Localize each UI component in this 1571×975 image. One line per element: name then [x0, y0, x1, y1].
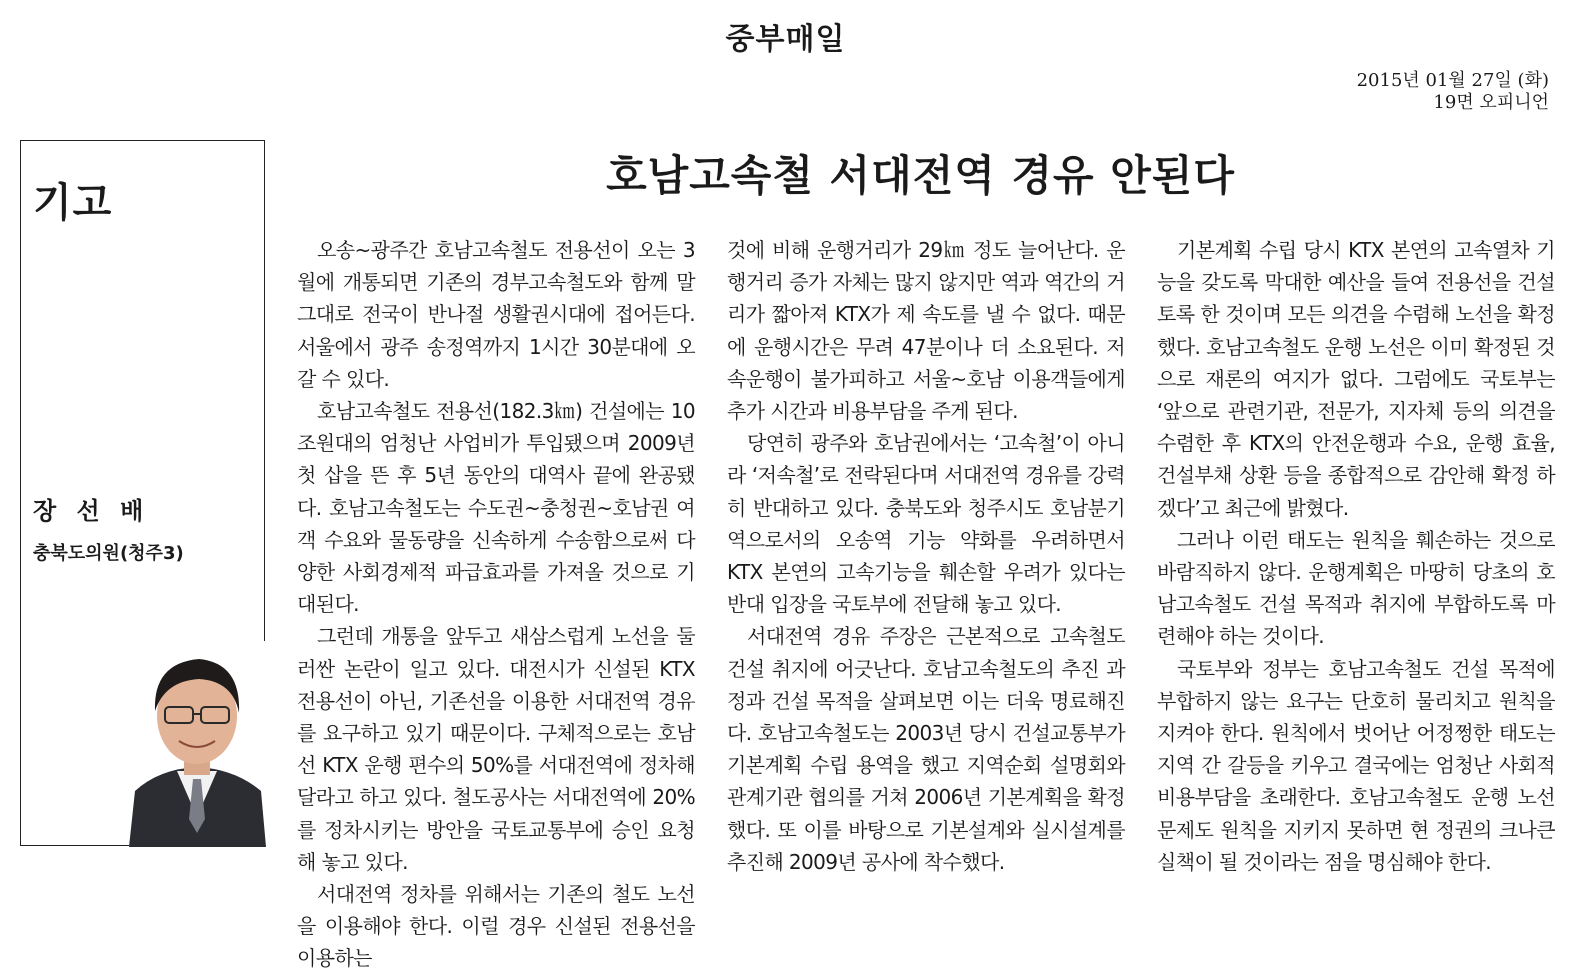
paragraph: 그런데 개통을 앞두고 새삼스럽게 노선을 둘러싼 논란이 일고 있다. 대전시가 신설된 KTX 전용선이 아닌, 기존선을 이용한 서대전역 경유를 요구하고 있기 때문이다. 구체적으로는 호남선 KTX 운행 편수의 50%를 서대전역에 정차해 달라고 하고 있다. 철도공사는 서대전역에 20%를 정차시키는 방안을 국토교통부에 승인 요청해 놓고 있다.: [297, 624, 695, 874]
paragraph: 국토부와 정부는 호남고속철도 건설 목적에 부합하지 않는 요구는 단호히 물리치고 원칙을 지켜야 한다. 원칙에서 벗어난 어정쩡한 태도는 지역 간 갈등을 키우고 결국에는 엄청난 사회적 비용부담을 초래한다. 호남고속철도 운행 노선 문제도 원칙을 지키지 못하면 현 정권의 크나큰 실책이 될 것이라는 점을 명심해야 한다.: [1157, 656, 1555, 874]
paragraph: 서대전역 경유 주장은 근본적으로 고속철도 건설 취지에 어긋난다. 호남고속철도의 추진 과정과 건설 목적을 살펴보면 이는 더욱 명료해진다. 호남고속철도는 2003년 당시 건설교통부가 기본계획 수립 용역을 했고 지역순회 설명회와 관계기관 협의를 거쳐 2006년 기본계획을 확정했다. 또 이를 바탕으로 기본설계와 실시설계를 추진해 2009년 공사에 착수했다.: [727, 624, 1125, 874]
section-label: 기고: [33, 180, 113, 226]
paragraph: 기본계획 수립 당시 KTX 본연의 고속열차 기능을 갖도록 막대한 예산을 들여 전용선을 건설토록 한 것이며 모든 의견을 수렴해 노선을 확정했다. 호남고속철도 운행 노선은 이미 확정된 것으로 재론의 여지가 없다. 그럼에도 국토부는 ‘앞으로 관련기관, 전문가, 지자체 등의 의견을 수렴한 후 KTX의 안전운행과 수요, 운행 효율, 건설부채 상환 등을 종합적으로 감안해 확정 하겠다’고 최근에 밝혔다.: [1157, 238, 1555, 520]
article-column-1: [297, 234, 695, 971]
author-portrait: [129, 641, 266, 847]
paragraph: 오송~광주간 호남고속철도 전용선이 오는 3월에 개통되면 기존의 경부고속철도와 함께 말 그대로 전국이 반나절 생활권시대에 접어든다. 서울에서 광주 송정역까지 1시간 30분대에 오갈 수 있다.: [297, 238, 695, 391]
dateline: [1357, 70, 1549, 114]
paragraph: 당연히 광주와 호남권에서는 ‘고속철’이 아니라 ‘저속철’로 전락된다며 서대전역 경유를 강력히 반대하고 있다. 충북도와 청주시도 호남분기역으로서의 오송역 기능 약화를 우려하면서 KTX 본연의 고속기능을 훼손할 우려가 있다는 반대 입장을 국토부에 전달해 놓고 있다.: [727, 431, 1125, 617]
article-column-3: [1157, 234, 1555, 874]
author-sidebar: [20, 140, 265, 846]
author-title: 충북도의원(청주3): [33, 543, 184, 564]
paragraph: 서대전역 정차를 위해서는 기존의 철도 노선을 이용해야 한다. 이럴 경우 신설된 전용선을 이용하는: [297, 882, 695, 971]
publish-date: 2015년 01월 27일 (화): [1356, 70, 1549, 91]
paragraph: 호남고속철도 전용선(182.3㎞) 건설에는 10조원대의 엄청난 사업비가 투입됐으며 2009년 첫 삽을 뜬 후 5년 동안의 대역사 끝에 완공됐다. 호남고속철도는 수도권~충청권~호남권 여객 수요와 물동량을 신속하게 수송함으로써 다양한 사회경제적 파급효과를 가져올 것으로 기대된다.: [297, 399, 695, 617]
newspaper-masthead: [0, 14, 1571, 58]
author-name: 장 선 배: [33, 497, 150, 525]
page-section: 19면 오피니언: [1433, 92, 1549, 113]
article-headline: 호남고속철 서대전역 경유 안된다: [606, 151, 1235, 200]
masthead-name: 중부매일: [725, 22, 846, 57]
article-column-2: [727, 234, 1125, 874]
paragraph: 것에 비해 운행거리가 29㎞ 정도 늘어난다. 운행거리 증가 자체는 많지 않지만 역과 역간의 거리가 짧아져 KTX가 제 속도를 낼 수 없다. 때문에 운행시간은 무려 47분이나 더 소요된다. 저속운행이 불가피하고 서울~호남 이용객들에게 추가 시간과 비용부담을 주게 된다.: [727, 238, 1125, 424]
paragraph: 그러나 이런 태도는 원칙을 훼손하는 것으로 바람직하지 않다. 운행계획은 마땅히 당초의 호남고속철도 건설 목적과 취지에 부합하도록 마련해야 하는 것이다.: [1157, 527, 1555, 649]
